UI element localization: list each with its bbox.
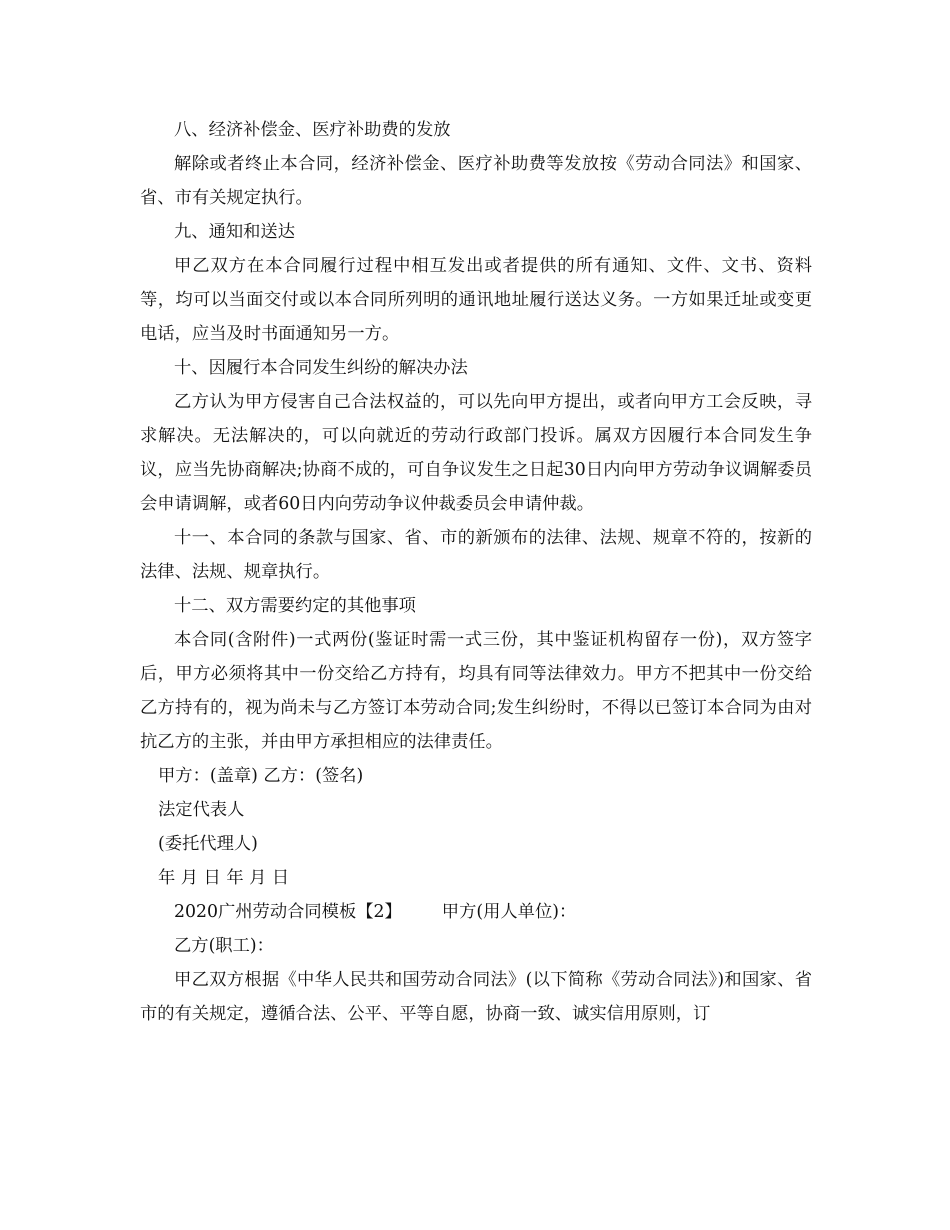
section-12-paragraph: 本合同(含附件)一式两份(鉴证时需一式三份，其中鉴证机构留存一份)，双方签字后，甲方必须将其中一份交给乙方持有，均具有同等法律效力。甲方不把其中一份交给乙方持有的，视为尚未与乙方签订本劳动合同;发生纠纷时，不得以已签订本合同为由对抗乙方的主张，并由甲方承担相应的法律责任。 [140,630,812,752]
section-9-paragraph: 甲乙双方在本合同履行过程中相互发出或者提供的所有通知、文件、文书、资料等，均可以当面交付或以本合同所列明的通讯地址履行送达义务。一方如果迁址或变更电话，应当及时书面通知另一方。 [140,256,812,344]
next-template-title-line [140,895,812,929]
signature-date-line: 年 月 日 年 月 日 [158,868,290,888]
party-a-label: 甲方(用人单位)： [441,902,577,922]
document-body [140,113,812,1031]
section-10-heading: 十、因履行本合同发生纠纷的解决办法 [174,358,468,378]
next-template-intro-paragraph: 甲乙双方根据《中华人民共和国劳动合同法》(以下简称《劳动合同法》)和国家、省市的有关规定，遵循合法、公平、平等自愿，协商一致、诚实信用原则，订 [140,970,812,1024]
section-10-paragraph: 乙方认为甲方侵害自己合法权益的，可以先向甲方提出，或者向甲方工会反映，寻求解决。无法解决的，可以向就近的劳动行政部门投诉。属双方因履行本合同发生争议，应当先协商解决;协商不成的，可自争议发生之日起30日内向甲方劳动争议调解委员会申请调解，或者60日内向劳动争议仲裁委员会申请仲裁。 [140,392,812,514]
section-9-heading: 九、通知和送达 [174,222,295,242]
section-12-heading: 十二、双方需要约定的其他事项 [174,596,416,616]
section-8-paragraph: 解除或者终止本合同，经济补偿金、医疗补助费等发放按《劳动合同法》和国家、省、市有关规定执行。 [140,154,812,208]
next-template-title: 2020广州劳动合同模板【2】 [174,902,402,922]
party-b-label: 乙方(职工)： [174,936,274,956]
section-11-paragraph: 十一、本合同的条款与国家、省、市的新颁布的法律、法规、规章不符的，按新的法律、法规、规章执行。 [140,528,812,582]
signature-legal-rep-line: 法定代表人 [158,800,245,820]
section-8-heading: 八、经济补偿金、医疗补助费的发放 [174,120,451,140]
signature-agent-line: (委托代理人) [158,834,258,854]
signature-parties-line: 甲方：(盖章) 乙方：(签名) [158,766,364,786]
